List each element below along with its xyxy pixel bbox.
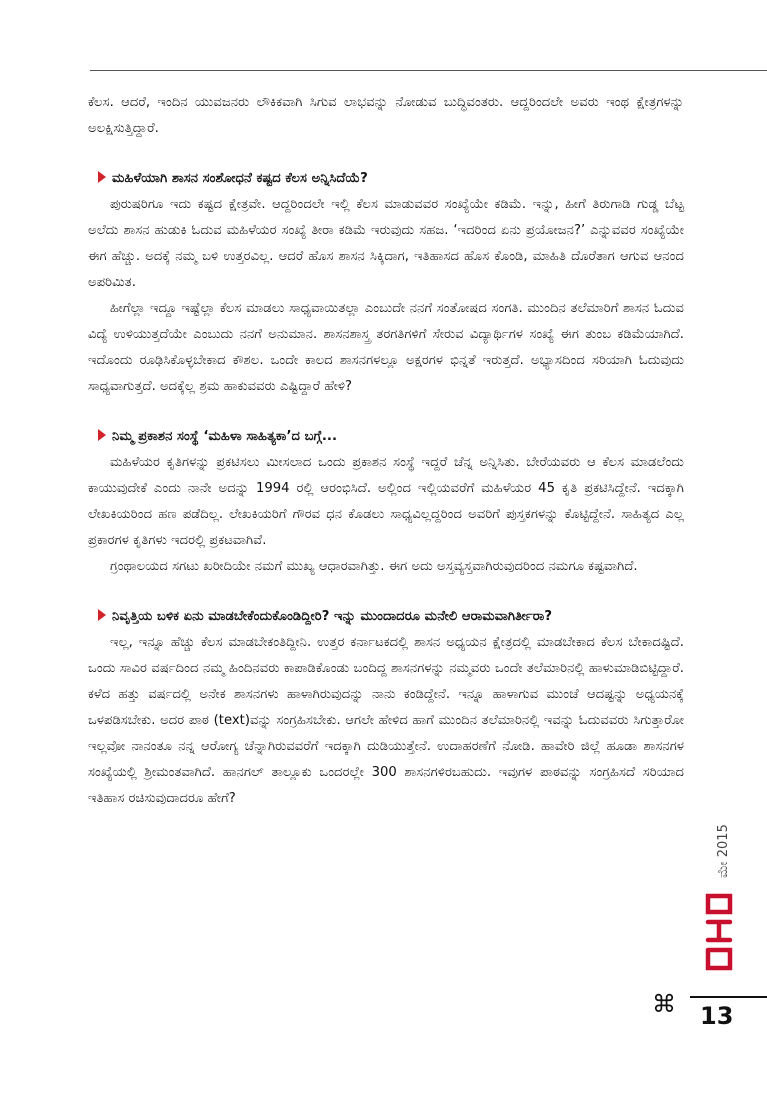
answer-paragraph: ಪುರುಷರಿಗೂ ಇದು ಕಷ್ಟದ ಕ್ಷೇತ್ರವೇ. ಆದ್ದರಿಂದಲೇ ಇಲ್ಲಿ ಕೆಲಸ ಮಾಡುವವರ ಸಂಖ್ಯೆಯೇ ಕಡಿಮೆ. ಇನ್ನು, ಹೀಗೆ ತಿರುಗಾಡಿ ಗುಡ್ಡ ಬೆಟ್ಟ ಅಲೆದು ಶಾಸನ ಹುಡುಕಿ ಓದುವ ಮಹಿಳೆಯರ ಸಂಖ್ಯೆ ತೀರಾ ಕಡಿಮೆ ಇರುವುದು ಸಹಜ. ‘ಇದರಿಂದ ಏನು ಪ್ರಯೋಜನ?’ ಎನ್ನುವವರ ಸಂಖ್ಯೆಯೇ ಈಗ ಹೆಚ್ಚು. ಅದಕ್ಕೆ ನಮ್ಮ ಬಳಿ ಉತ್ತರವಿಲ್ಲ. ಆದರೆ ಹೊಸ ಶಾಸನ ಸಿಕ್ಕಿದಾಗ, ಇತಿಹಾಸದ ಹೊಸ ಕೊಂಡಿ, ಮಾಹಿತಿ ದೊರೆತಾಗ ಆಗುವ ಆನಂದ ಅಪರಿಮಿತ. xyxy=(88,197,684,290)
question-marker-icon xyxy=(98,171,106,183)
article-body xyxy=(88,90,684,812)
question-text: ಮಹಿಳೆಯಾಗಿ ಶಾಸನ ಸಂಶೋಧನೆ ಕಷ್ಟದ ಕೆಲಸ ಅನ್ನಿಸಿದೆಯೆ? xyxy=(112,171,368,186)
page-number-rule xyxy=(690,996,767,998)
issue-date: ಮೇ 2015 xyxy=(716,824,731,878)
answer-paragraph: ಗ್ರಂಥಾಲಯದ ಸಗಟು ಖರೀದಿಯೇ ನಮಗೆ ಮುಖ್ಯ ಆಧಾರವಾಗಿತ್ತು. ಈಗ ಅದು ಅಸ್ತವ್ಯಸ್ತವಾಗಿರುವುದರಿಂದ ನಮಗೂ ಕಷ್ಟವಾಗಿದೆ. xyxy=(110,559,638,574)
question-marker-icon xyxy=(98,429,106,441)
answer-paragraph: ಕೆಲಸ. ಆದರೆ, ಇಂದಿನ ಯುವಜನರು ಲೌಕಿಕವಾಗಿ ಸಿಗುವ ಲಾಭವನ್ನು ನೋಡುವ ಬುದ್ಧಿವಂತರು. ಆದ್ದರಿಂದಲೇ ಅವರು ಇಂಥ ಕ್ಷೇತ್ರಗಳನ್ನು ಅಲಕ್ಷಿಸುತ್ತಿದ್ದಾರೆ. xyxy=(88,95,684,136)
interview-question xyxy=(88,424,684,450)
question-marker-icon xyxy=(98,609,106,621)
answer-paragraph: ಮಹಿಳೆಯರ ಕೃತಿಗಳನ್ನು ಪ್ರಕಟಿಸಲು ಮೀಸಲಾದ ಒಂದು ಪ್ರಕಾಶನ ಸಂಸ್ಥೆ ಇದ್ದರೆ ಚೆನ್ನ ಅನ್ನಿಸಿತು. ಬೇರೆಯವರು ಆ ಕೆಲಸ ಮಾಡಲೆಂದು ಕಾಯುವುದೇಕೆ ಎಂದು ನಾನೇ ಅದನ್ನು 1994 ರಲ್ಲಿ ಆರಂಭಿಸಿದೆ. ಅಲ್ಲಿಂದ ಇಲ್ಲಿಯವರೆಗೆ ಮಹಿಳೆಯರ 45 ಕೃತಿ ಪ್ರಕಟಿಸಿದ್ದೇನೆ. ಇದಕ್ಕಾಗಿ ಲೇಖಕಿಯರಿಂದ ಹಣ ಪಡೆದಿಲ್ಲ. ಲೇಖಕಿಯರಿಗೆ ಗೌರವ ಧನ ಕೊಡಲು ಸಾಧ್ಯವಿಲ್ಲದ್ದರಿಂದ ಅವರಿಗೆ ಪುಸ್ತಕಗಳನ್ನು ಕೊಟ್ಟಿದ್ದೇನೆ. ಸಾಹಿತ್ಯದ ಎಲ್ಲ ಪ್ರಕಾರಗಳ ಕೃತಿಗಳು ಇದರಲ್ಲಿ ಪ್ರಕಟವಾಗಿವೆ. xyxy=(88,455,684,548)
question-text: ನಿಮ್ಮ ಪ್ರಕಾಶನ ಸಂಸ್ಥೆ ‘ಮಹಿಳಾ ಸಾಹಿತ್ಯಕಾ’ದ ಬಗ್ಗೆ... xyxy=(112,429,337,444)
magazine-logo xyxy=(702,892,736,972)
interview-question xyxy=(88,166,684,192)
page-number: 13 xyxy=(700,1002,734,1030)
interview-question xyxy=(88,604,684,630)
section-glyph: ⌘ xyxy=(652,990,676,1018)
answer-paragraph: ಹೀಗೆಲ್ಲಾ ಇದ್ದೂ ಇಷ್ಟೆಲ್ಲಾ ಕೆಲಸ ಮಾಡಲು ಸಾಧ್ಯವಾಯಿತಲ್ಲಾ ಎಂಬುದೇ ನನಗೆ ಸಂತೋಷದ ಸಂಗತಿ. ಮುಂದಿನ ತಲೆಮಾರಿಗೆ ಶಾಸನ ಓದುವ ವಿದ್ಯೆ ಉಳಿಯುತ್ತದೆಯೇ ಎಂಬುದು ನನಗೆ ಅನುಮಾನ. ಶಾಸನಶಾಸ್ತ್ರ ತರಗತಿಗಳಿಗೆ ಸೇರುವ ವಿದ್ಯಾರ್ಥಿಗಳ ಸಂಖ್ಯೆ ಈಗ ತುಂಬ ಕಡಿಮೆಯಾಗಿದೆ. ಇದೊಂದು ರೂಢಿಸಿಕೊಳ್ಳಬೇಕಾದ ಕೌಶಲ. ಒಂದೇ ಕಾಲದ ಶಾಸನಗಳಲ್ಲೂ ಅಕ್ಷರಗಳ ಭಿನ್ನತೆ ಇರುತ್ತದೆ. ಅಭ್ಯಾಸದಿಂದ ಸರಿಯಾಗಿ ಓದುವುದು ಸಾಧ್ಯವಾಗುತ್ತದೆ. ಅದಕ್ಕೆಲ್ಲ ಶ್ರಮ ಹಾಕುವವರು ಎಷ್ಟಿದ್ದಾರೆ ಹೇಳಿ? xyxy=(88,301,684,394)
question-text: ನಿವೃತ್ತಿಯ ಬಳಿಕ ಏನು ಮಾಡಬೇಕೆಂದುಕೊಂಡಿದ್ದೀರಿ? ಇನ್ನು ಮುಂದಾದರೂ ಮನೇಲಿ ಆರಾಮವಾಗಿರ್ತೀರಾ? xyxy=(112,609,552,624)
answer-paragraph: ಇಲ್ಲ, ಇನ್ನೂ ಹೆಚ್ಚು ಕೆಲಸ ಮಾಡಬೇಕಂತಿದ್ದೀನಿ. ಉತ್ತರ ಕರ್ನಾಟಕದಲ್ಲಿ ಶಾಸನ ಅಧ್ಯಯನ ಕ್ಷೇತ್ರದಲ್ಲಿ ಮಾಡಬೇಕಾದ ಕೆಲಸ ಬೇಕಾದಷ್ಟಿದೆ. ಒಂದು ಸಾವಿರ ವರ್ಷದಿಂದ ನಮ್ಮ ಹಿಂದಿನವರು ಕಾಪಾಡಿಕೊಂಡು ಬಂದಿದ್ದ ಶಾಸನಗಳನ್ನು ನಮ್ಮವರು ಒಂದೇ ತಲೆಮಾರಿನಲ್ಲಿ ಹಾಳುಮಾಡಿಬಿಟ್ಟಿದ್ದಾರೆ. ಕಳೆದ ಹತ್ತು ವರ್ಷದಲ್ಲಿ ಅನೇಕ ಶಾಸನಗಳು ಹಾಳಾಗಿರುವುದನ್ನು ನಾನು ಕಂಡಿದ್ದೇನೆ. ಇನ್ನೂ ಹಾಳಾಗುವ ಮುಂಚೆ ಆದಷ್ಟನ್ನು ಅಧ್ಯಯನಕ್ಕೆ ಒಳಪಡಿಸಬೇಕು. ಅದರ ಪಾಠ (text)ವನ್ನು ಸಂಗ್ರಹಿಸಬೇಕು. ಆಗಲೇ ಹೇಳಿದ ಹಾಗೆ ಮುಂದಿನ ತಲೆಮಾರಿನಲ್ಲಿ ಇವನ್ನು ಓದುವವರು ಸಿಗುತ್ತಾರೋ ಇಲ್ಲವೋ ನಾನಂತೂ ನನ್ನ ಆರೋಗ್ಯ ಚೆನ್ನಾಗಿರುವವರೆಗೆ ಇದಕ್ಕಾಗಿ ದುಡಿಯುತ್ತೇನೆ. ಉದಾಹರಣೆಗೆ ನೋಡಿ. ಹಾವೇರಿ ಜಿಲ್ಲೆ ಹೂಡಾ ಶಾಸನಗಳ ಸಂಖ್ಯೆಯಲ್ಲಿ ಶ್ರೀಮಂತವಾಗಿದೆ. ಹಾನಗಲ್ ತಾಲ್ಲೂಕು ಒಂದರಲ್ಲೇ 300 ಶಾಸನಗಳಿರಬಹುದು. ಇವುಗಳ ಪಾಠವನ್ನು ಸಂಗ್ರಹಿಸದೆ ಸರಿಯಾದ ಇತಿಹಾಸ ರಚಿಸುವುದಾದರೂ ಹೇಗೆ? xyxy=(88,635,684,806)
top-rule xyxy=(90,70,767,71)
